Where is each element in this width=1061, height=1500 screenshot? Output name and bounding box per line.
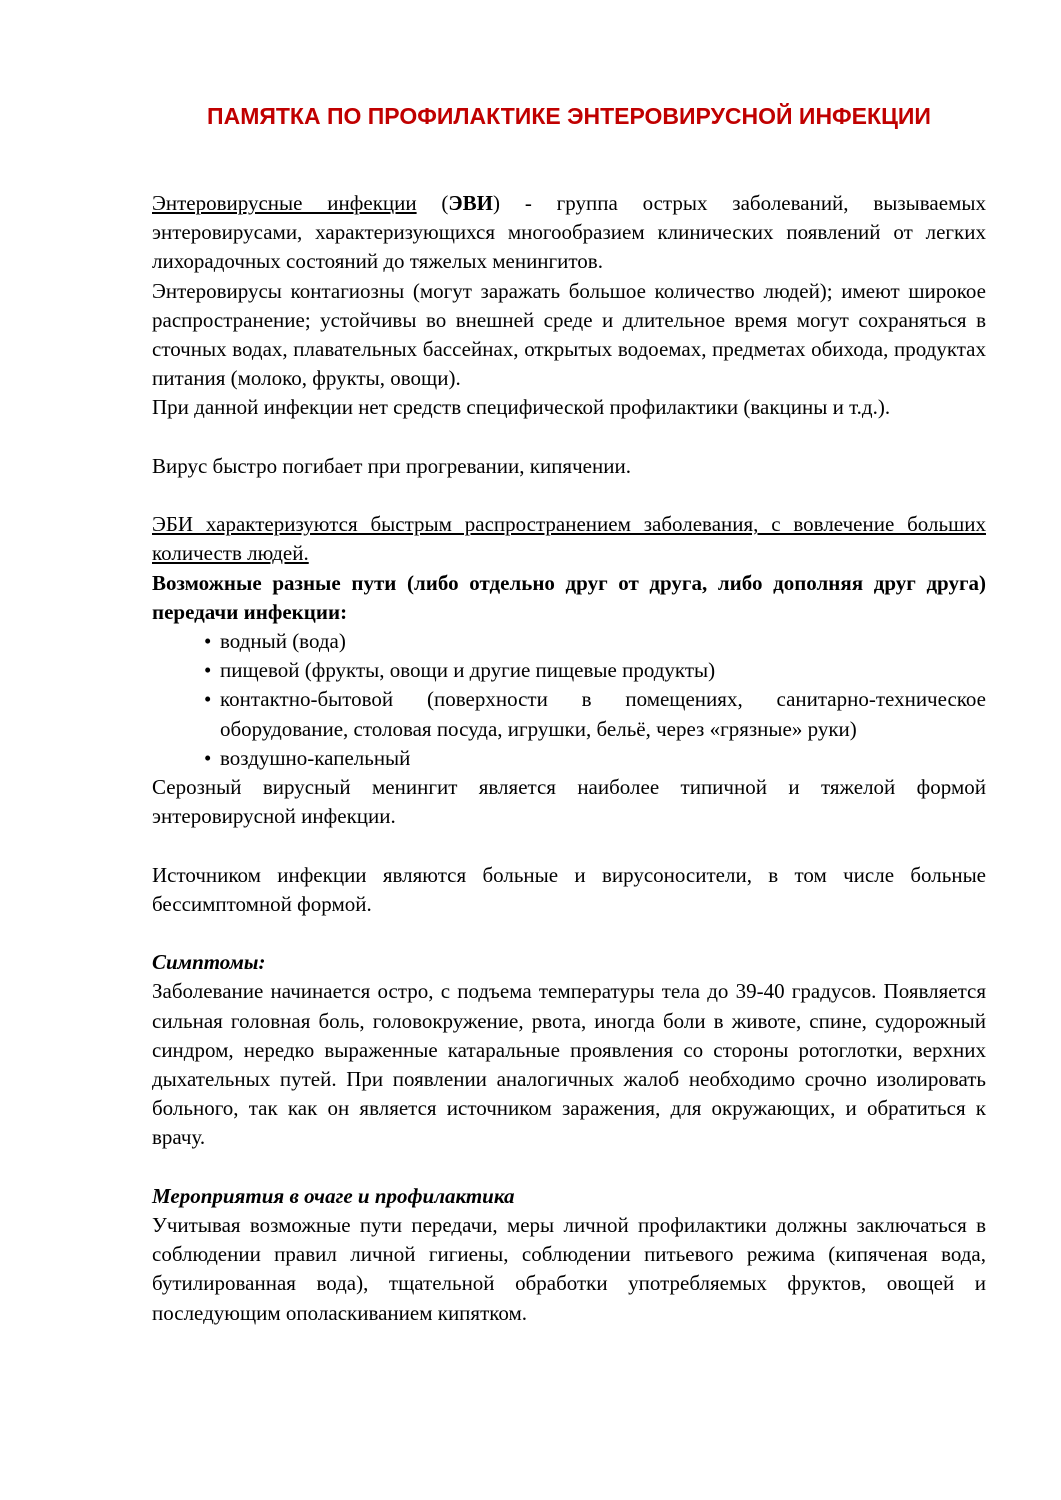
bullet: • [204,687,212,712]
meningitis-paragraph: Серозный вирусный менингит является наиболее типичной и тяжелой формой энтеровирусной инфекции. [152,775,986,829]
spread-text: ЭБИ характеризуются быстрым распространением заболевания, с вовлечение больших количеств людей. [152,512,986,566]
list-item [204,627,986,656]
intro-paragraph [152,189,986,277]
blank-line [152,1153,986,1182]
no-vaccine-paragraph: При данной инфекции нет средств специфической профилактики (вакцины и т.д.). [152,395,891,420]
route-text: пищевой (фрукты, овощи и другие пищевые продукты) [220,658,716,683]
bullet: • [204,629,212,654]
intro-abbr: ЭВИ [448,191,494,215]
routes-heading: Возможные разные пути (либо отдельно друг от друга, либо дополняя друг друга) передачи инфекции: [152,570,986,624]
blank-line [152,919,986,948]
list-item [204,744,986,773]
heat-paragraph: Вирус быстро погибает при прогревании, кипячении. [152,453,631,478]
page-title: ПАМЯТКА ПО ПРОФИЛАКТИКЕ ЭНТЕРОВИРУСНОЙ ИНФЕКЦИИ [207,103,931,129]
bullet: • [204,745,212,770]
list-item [204,656,986,685]
intro-open-paren: ( [416,191,449,215]
blank-line [152,481,986,510]
source-paragraph: Источником инфекции являются больные и вирусоносители, в том числе больные бессимптомной формой. [152,862,986,916]
list-item [204,685,986,743]
route-text: воздушно-капельный [220,745,411,770]
bullet: • [204,658,212,683]
blank-line [152,831,986,860]
route-text: контактно-бытовой (поверхности в помещениях, санитарно-техническое оборудование, столовая посуда, игрушки, бельё, через «грязные» руки) [220,687,986,741]
symptoms-paragraph: Заболевание начинается остро, с подъема температуры тела до 39-40 градусов. Появляется сильная головная боль, головокружение, рвота, иногда боли в животе, спине, судорожный синдром, нередко выраженные катаральные проявления со стороны ротоглотки, верхних дыхательных путей. При появлении аналогичных жалоб необходимо срочно изолировать больного, так как он является источником заражения, для окружающих, и обратиться к врачу. [152,979,986,1150]
contagious-paragraph: Энтеровирусы контагиозны (могут заражать большое количество людей); имеют широкое распространение; устойчивы во внешней среде и длительное время могут сохраняться в сточных водах, плавательных бассейнах, открытых водоемах, предметах обихода, продуктах питания (молоко, фрукты, овощи). [152,278,986,391]
spread-paragraph [152,510,986,568]
symptoms-heading: Симптомы: [152,950,266,975]
route-text: водный (вода) [220,629,346,654]
intro-term: Энтеровирусные инфекции [152,191,417,215]
prevention-paragraph: Учитывая возможные пути передачи, меры личной профилактики должны заключаться в соблюдении правил личной гигиены, соблюдении питьевого режима (кипяченая вода, бутилированная вода), тщательной обработки употребляемых фруктов, овощей и последующим ополаскиванием кипятком. [152,1213,986,1325]
intro-rest: ) - группа острых заболеваний, вызываемых энтеровирусами, характеризующихся многообразием клинических появлений от легких лихорадочных состояний до тяжелых менингитов. [152,191,986,274]
prevention-heading: Мероприятия в очаге и профилактика [152,1183,515,1208]
routes-list [152,627,986,773]
document-body [152,189,986,1328]
blank-line [152,423,986,452]
